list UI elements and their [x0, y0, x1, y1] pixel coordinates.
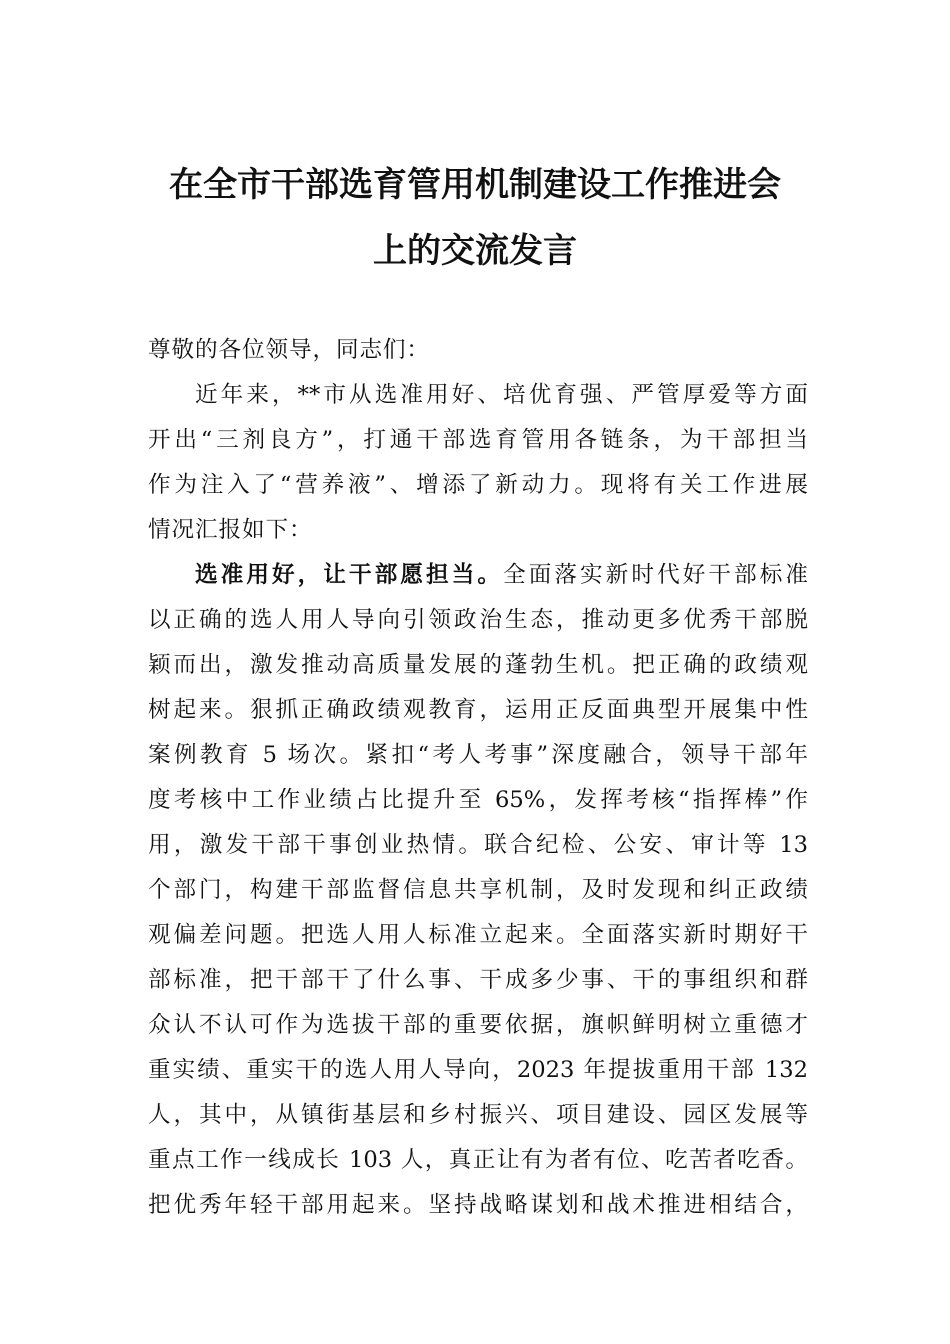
intro-line: 近年来，**市从选准用好、培优育强、严管厚爱等方面 [195, 382, 808, 408]
body-line: 个部门，构建干部监督信息共享机制，及时发现和纠正政绩 [148, 877, 808, 903]
section-1-first-line [195, 560, 808, 590]
document-title-line-1: 在全市干部选育管用机制建设工作推进会 [169, 165, 781, 205]
body-line: 重实绩、重实干的选人用人导向，2023 年提拔重用干部 132 [148, 1057, 808, 1083]
body-line: 用，激发干部干事创业热情。联合纪检、公安、审计等 13 [148, 832, 808, 858]
body-line: 把优秀年轻干部用起来。坚持战略谋划和战术推进相结合， [148, 1192, 808, 1218]
intro-line: 情况汇报如下： [148, 517, 313, 543]
body-line: 以正确的选人用人导向引领政治生态，推动更多优秀干部脱 [148, 607, 808, 633]
body-line: 度考核中工作业绩占比提升至 65%，发挥考核“指挥棒”作 [148, 787, 808, 813]
body-line: 观偏差问题。把选人用人标准立起来。全面落实新时期好干 [148, 922, 808, 948]
intro-line: 作为注入了“营养液”、增添了新动力。现将有关工作进展 [148, 472, 808, 498]
intro-line: 开出“三剂良方”，打通干部选育管用各链条，为干部担当 [148, 427, 808, 453]
body-line: 部标准，把干部干了什么事、干成多少事、干的事组织和群 [148, 967, 808, 993]
section-1-first-line-text: 全面落实新时代好干部标准 [503, 562, 809, 588]
body-line: 众认不认可作为选拔干部的重要依据，旗帜鲜明树立重德才 [148, 1012, 808, 1038]
body-line: 树起来。狠抓正确政绩观教育，运用正反面典型开展集中性 [148, 697, 808, 723]
body-line: 案例教育 5 场次。紧扣“考人考事”深度融合，领导干部年 [148, 742, 808, 768]
section-1-heading: 选准用好，让干部愿担当。 [195, 562, 504, 588]
body-line: 颖而出，激发推动高质量发展的蓬勃生机。把正确的政绩观 [148, 652, 808, 678]
body-line: 重点工作一线成长 103 人，真正让有为者有位、吃苦者吃香。 [148, 1147, 808, 1173]
document-title-line-2: 上的交流发言 [373, 231, 577, 271]
salutation: 尊敬的各位领导，同志们： [148, 337, 430, 363]
body-line: 人，其中，从镇街基层和乡村振兴、项目建设、园区发展等 [148, 1102, 808, 1128]
